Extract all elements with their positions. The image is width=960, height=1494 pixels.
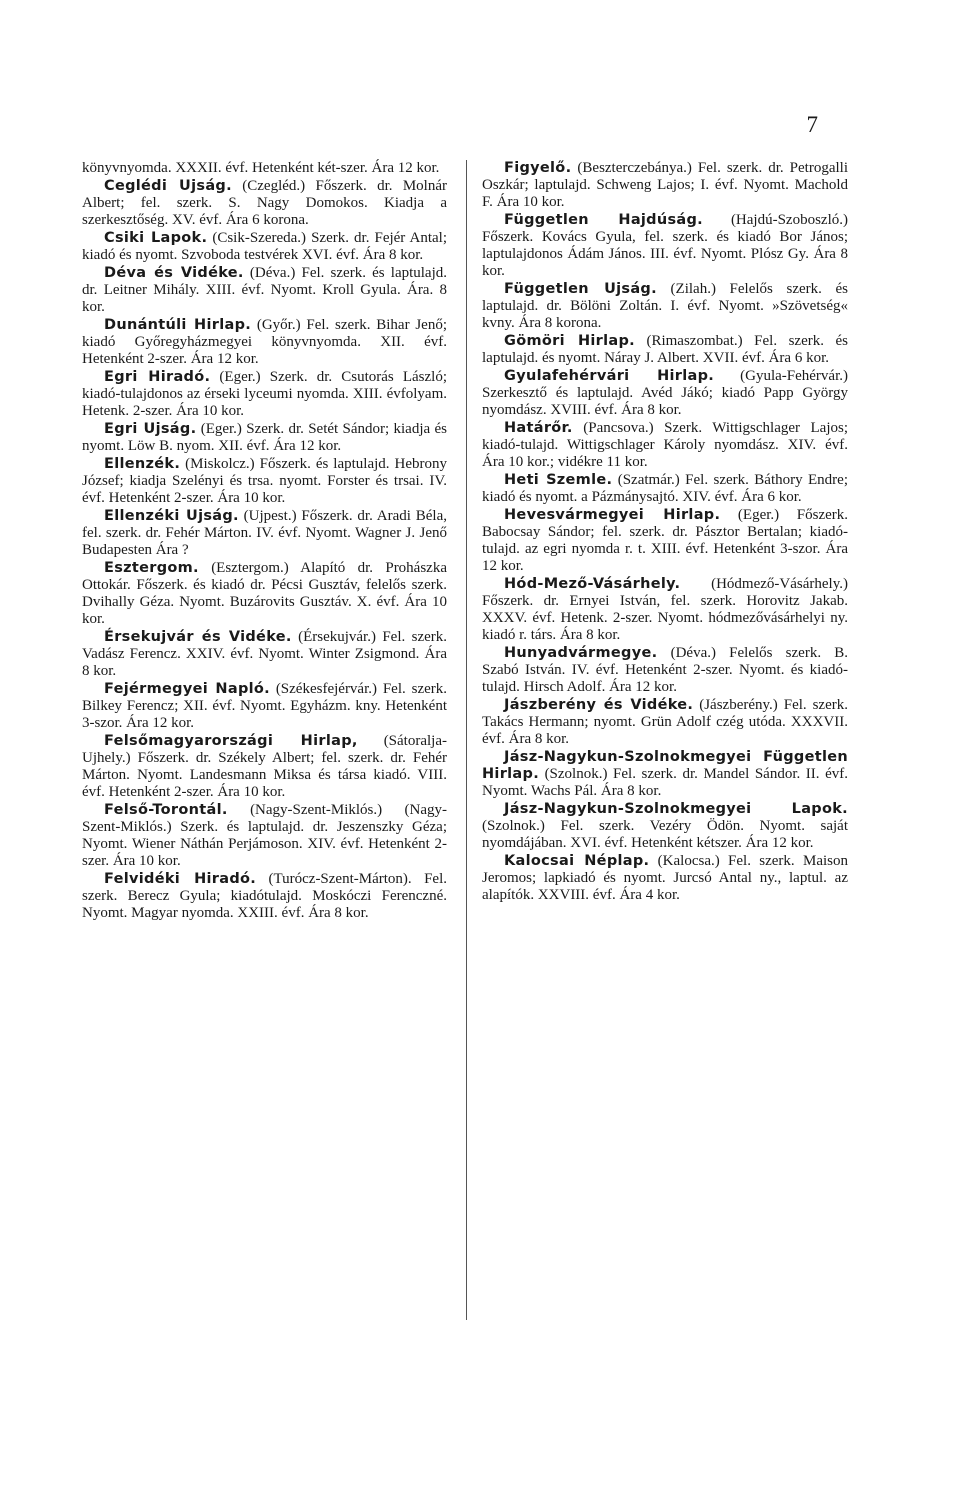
entry-text: (Déva.) Felelős szerk. B. Szabó István. IV. évf. Hetenként 2-szer. Nyomt. és kiadó-tulajd. Hirsch Adolf. Ára 12 kor.: [482, 645, 849, 695]
entry-text: (Győr.) Fel. szerk. Bihar Jenő; kiadó Győregyházmegyei könyvnyomda. XII. évf. Hetenként 2-szer. Ára 12 kor.: [82, 317, 448, 367]
right-column: [482, 160, 848, 905]
entry-title: Hevesvármegyei Hirlap.: [504, 507, 721, 523]
directory-entry: [482, 333, 848, 367]
entry-text: (Szolnok.) Fel. szerk. Vezéry Ödön. Nyomt. saját nyomdájában. XVI. évf. Hetenként kétszer. Ára 12 kor.: [482, 818, 848, 851]
entry-title: Ceglédi Ujság.: [104, 178, 232, 194]
entry-text: (Sátoralja-Ujhely.) Főszerk. dr. Székely Albert; fel. szerk. dr. Fehér Márton. Nyomt. Landesmann Miksa és társa kiadó. VIII. évf. Hetenként 2-szer. Ára 10 kor.: [82, 733, 447, 800]
entry-text: (Miskolcz.) Főszerk. és laptulajd. Hebrony József; kiadja Szelényi és trsa. nyomt. Forster és trsai. IV. évf. Hetenként 2-szer. Ára 10 kor.: [82, 456, 447, 506]
entry-title: Gyulafehérvári Hirlap.: [504, 368, 715, 384]
directory-entry: [482, 749, 848, 800]
directory-entry: [82, 369, 447, 420]
entry-text: könyvnyomda. XXXII. évf. Hetenként két-szer. Ára 12 kor.: [82, 160, 440, 176]
entry-title: Dunántúli Hirlap.: [104, 317, 252, 333]
entry-text: (Déva.) Fel. szerk. és laptulajd. dr. Leitner Mihály. XIII. évf. Nyomt. Kroll Gyula. Ára. 8 kor.: [82, 265, 448, 315]
entry-text: (Ujpest.) Főszerk. dr. Aradi Béla, fel. szerk. dr. Fehér Márton. IV. évf. Nyomt. Wagner J. Jenő Budapesten Ára ?: [82, 508, 447, 558]
entry-title: Csiki Lapok.: [104, 230, 208, 246]
entry-title: Felvidéki Hiradó.: [104, 871, 257, 887]
entry-title: Hunyadvármegye.: [504, 645, 658, 661]
entry-text: (Jászberény.) Fel. szerk. Takács Hermann; nyomt. Grün Adolf czég utóda. XXXVII. évf. Ára 8 kor.: [482, 697, 848, 747]
directory-entry: [82, 681, 447, 732]
entry-text: (Székesfejérvár.) Fel. szerk. Bilkey Ferencz; XII. évf. Nyomt. Egyházm. kny. Hetenként 3-szor. Ára 12 kor.: [82, 681, 447, 731]
entry-title: Felsőmagyarországi Hirlap,: [104, 733, 358, 749]
left-column: [82, 160, 447, 923]
entry-text: (Hajdú-Szoboszló.) Főszerk. Kovács Gyula, fel. szerk. és kiadó Bor János; laptulajdonos Ádám János. III. évf. Nyomt. Plósz Gy. Ára 8 kor.: [482, 212, 848, 279]
directory-entry: [482, 212, 848, 280]
directory-entry: [82, 421, 447, 455]
entry-text: (Hódmező-Vásárhely.) Főszerk. dr. Ernyei István, fel. szerk. Horovitz Jakab. XXXV. évf. Hetenk. 2-szer. Nyomt. hódmezővásárhelyi ny. kiadó r. társ. Ára 8 kor.: [482, 576, 848, 643]
directory-entry: [482, 368, 848, 419]
entry-text: (Kalocsa.) Fel. szerk. Maison Jeromos; lapkiadó és nyomt. Jurcsó Antal ny., laptul. az alapítók. XXVIII. évf. Ára 4 kor.: [482, 853, 848, 903]
entry-text: (Czegléd.) Főszerk. dr. Molnár Albert; fel. szerk. S. Nagy Domokos. Kiadja a szerkesztőség. XV. évf. Ára 6 korona.: [82, 178, 448, 228]
directory-entry: [482, 853, 848, 904]
entry-title: Fejérmegyei Napló.: [104, 681, 270, 697]
entry-text: (Zilah.) Felelős szerk. és laptulajd. dr. Bölöni Zoltán. I. évf. Nyomt. »Szövetség« kvny. Ára 8 korona.: [482, 281, 849, 331]
entry-text: (Esztergom.) Alapító dr. Prohászka Ottokár. Főszerk. és kiadó dr. Pécsi Gusztáv, felelős szerk. Dvihally Géza. Nyomt. Buzárovits Gusztáv. X. évf. Ára 10 kor.: [82, 560, 447, 627]
entry-title: Ellenzék.: [104, 456, 181, 472]
entry-text: (Szatmár.) Fel. szerk. Báthory Endre; kiadó és nyomt. a Pázmánysajtó. XIV. évf. Ára 6 kor.: [482, 472, 848, 505]
entry-title: Gömöri Hirlap.: [504, 333, 635, 349]
entry-text: (Beszterczebánya.) Fel. szerk. dr. Petrogalli Oszkár; laptulajd. Schweng Lajos; I. évf. Nyomt. Machold F. Ára 10 kor.: [482, 160, 849, 210]
entry-title: Független Hajdúság.: [504, 212, 703, 228]
directory-entry: [482, 160, 848, 211]
entry-title: Kalocsai Néplap.: [504, 853, 650, 869]
entry-text: (Gyula-Fehérvár.) Szerkesztő és laptulajd. Avéd Jákó; kiadó Papp György nyomdász. XVIII. évf. Ára 8 kor.: [482, 368, 848, 418]
directory-entry: [82, 733, 447, 801]
directory-entry: [82, 802, 447, 870]
directory-entry: [82, 265, 447, 316]
entry-title: Ellenzéki Ujság.: [104, 508, 239, 524]
directory-entry: [482, 697, 848, 748]
directory-entry: [482, 420, 848, 471]
entry-title: Figyelő.: [504, 160, 572, 176]
entry-title: Független Ujság.: [504, 281, 657, 297]
column-divider: [466, 160, 467, 1320]
entry-text: (Eger.) Főszerk. Babocsay Sándor; fel. szerk. dr. Pásztor Bertalan; kiadó-tulajd. az egri nyomda r. t. XIII. évf. Hetenként 3-szor. Ára 12 kor.: [482, 507, 848, 574]
page-number: 7: [806, 112, 818, 137]
entry-title: Felső-Torontál.: [104, 802, 228, 818]
entry-title: Heti Szemle.: [504, 472, 613, 488]
entry-title: Esztergom.: [104, 560, 199, 576]
entry-title: Jász-Nagykun-Szolnokmegyei Független Hirlap.: [482, 749, 848, 782]
entry-text: (Szolnok.) Fel. szerk. dr. Mandel Sándor. II. évf. Nyomt. Wachs Pál. Ára 8 kor.: [482, 766, 848, 799]
directory-entry: [482, 645, 848, 696]
entry-text: (Nagy-Szent-Miklós.) (Nagy-Szent-Miklós.) Szerk. és laptulajd. dr. Jeszenszky Géza; Nyomt. Wiener Náthán Perjámoson. XIV. évf. Hetenként 2-szer. Ára 10 kor.: [82, 802, 447, 869]
entry-title: Jász-Nagykun-Szolnokmegyei Lapok.: [504, 801, 848, 817]
entry-title: Hód-Mező-Vásárhely.: [504, 576, 681, 592]
entry-text: (Eger.) Szerk. dr. Setét Sándor; kiadja és nyomt. Löw B. nyom. XII. évf. Ára 12 kor.: [82, 421, 447, 454]
directory-entry: [82, 508, 447, 559]
directory-entry: [82, 560, 447, 628]
entry-text: (Érsekujvár.) Fel. szerk. Vadász Ferencz. XXIV. évf. Nyomt. Winter Zsigmond. Ára 8 kor.: [82, 629, 448, 679]
entry-text: (Pancsova.) Szerk. Wittigschlager Lajos; kiadó-tulajd. Wittigschlager Károly nyomdász. XIV. évf. Ára 10 kor.; vidékre 11 kor.: [482, 420, 849, 470]
directory-entry: [82, 230, 447, 264]
directory-entry: [82, 629, 447, 680]
entry-text: (Eger.) Szerk. dr. Csutorás László; kiadó-tulajdonos az érseki lyceumi nyomda. XIII. évfolyam. Hetenk. 2-szer. Ára 10 kor.: [82, 369, 448, 419]
entry-title: Déva és Vidéke.: [104, 265, 244, 281]
directory-entry: [482, 281, 848, 332]
directory-entry: [482, 507, 848, 575]
entry-title: Érsekujvár és Vidéke.: [104, 629, 292, 645]
directory-entry: [82, 871, 447, 922]
entry-title: Határőr.: [504, 420, 573, 436]
directory-entry: [82, 317, 447, 368]
directory-entry: [482, 472, 848, 506]
entry-text: (Turócz-Szent-Márton). Fel. szerk. Berecz Gyula; kiadótulajd. Moskóczi Ferenczné. Nyomt. Magyar nyomda. XXIII. évf. Ára 8 kor.: [82, 871, 447, 921]
directory-entry: [82, 456, 447, 507]
directory-entry: [482, 801, 848, 852]
directory-entry: [82, 178, 447, 229]
entry-title: Jászberény és Vidéke.: [504, 697, 694, 713]
directory-entry: [482, 576, 848, 644]
entry-text: (Csik-Szereda.) Szerk. dr. Fejér Antal; kiadó és nyomt. Szvoboda testvérek XVI. évf. Ára 8 kor.: [82, 230, 447, 263]
entry-text: (Rimaszombat.) Fel. szerk. és laptulajd. és nyomt. Náray J. Albert. XVII. évf. Ára 6 kor.: [482, 333, 848, 366]
entry-title: Egri Ujság.: [104, 421, 197, 437]
directory-entry: [82, 160, 447, 177]
entry-title: Egri Hiradó.: [104, 369, 211, 385]
